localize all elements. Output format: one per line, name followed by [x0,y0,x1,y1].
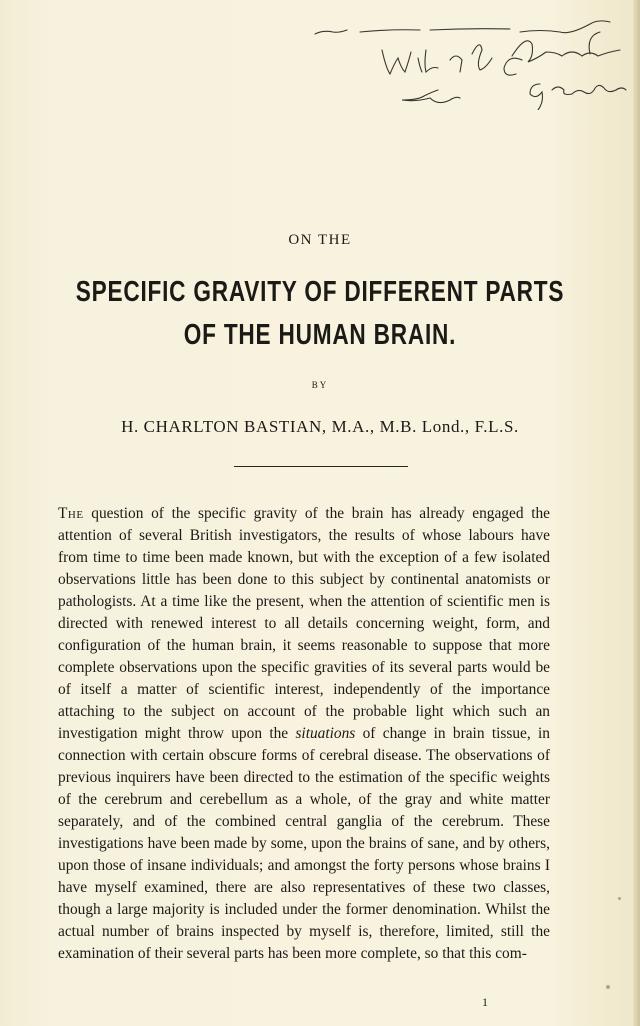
inscription-signature-icon [300,20,640,110]
title-preface: ON THE [288,232,352,248]
author-line: H. CHARLTON BASTIAN, M.A., M.B. Lond., F.L.S. [121,417,519,436]
divider-rule [234,466,408,467]
title-line-1: SPECIFIC GRAVITY OF DIFFERENT PARTS [75,276,565,308]
body-text-part-1: question of the specific gravity of the brain has already engaged the attention of several British investigators, the results of whose labours have from time to time been made known, but with the exception of a few isolated observations little has been done to this subject by continental anatomists or pathologists. At a time like the present, when the attention of scientific men is directed with renewed interest to all details concerning weight, form, and configuration of the human brain, it seems reasonable to suppose that more complete observations upon the specific gravities of its several parts would be of itself a matter of scientific interest, independently of the importance attaching to the subject on account of the probable light which such an investigation might throw upon the [58,505,550,742]
italic-word: situations [295,725,356,742]
lead-word: The [58,505,84,522]
page-number: 1 [482,995,488,1009]
page-edge [633,0,640,1026]
body-text-part-2: of change in brain tissue, in connection with certain obscure forms of cerebral disease. The observations of previous inquirers have been directed to the estimation of the specific weights of the cerebrum and cerebellum as a whole, of the gray and white matter separately, and of the combined central ganglia of the cerebrum. These investigations have been made by some, upon the brains of sane, and by others, upon those of insane individuals; and amongst the forty persons whose brains I have myself examined, there are also representatives of these two classes, though a large majority is included under the former denomination. Whilst the actual number of brains inspected by myself is, therefore, limited, still the examination of their several parts has been more complete, so that this com- [58,725,550,962]
paper-speck [606,985,610,989]
paper-speck [618,897,621,900]
body-paragraph [58,503,550,965]
handwritten-inscription [300,20,640,110]
by-label: BY [311,380,329,390]
title-line-2: OF THE HUMAN BRAIN. [183,319,457,351]
